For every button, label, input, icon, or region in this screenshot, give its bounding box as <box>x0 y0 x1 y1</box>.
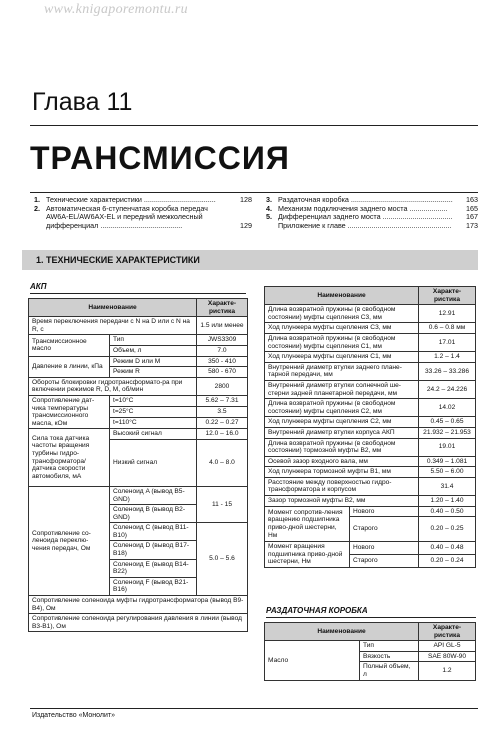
row-name: Время переключения передачи с N на D или с N на R, с <box>29 317 197 335</box>
akp-spec-table-right <box>264 286 476 568</box>
table-row <box>265 641 476 652</box>
row-value: 0.40 – 0.50 <box>419 506 476 517</box>
table-row <box>265 496 476 507</box>
row-value: 12.0 – 16.0 <box>197 429 248 440</box>
table-row <box>265 438 476 456</box>
row-name: Масло <box>265 641 360 680</box>
row-name: Сопротивление соленоида регулирования давления в линии (вывод B3-B1), Ом <box>29 614 248 632</box>
row-name: Длина возвратной пружины (в свободном состоянии) муфты сцепления C1, мм <box>265 333 419 351</box>
section-title: 1. ТЕХНИЧЕСКИЕ ХАРАКТЕРИСТИКИ <box>36 255 200 265</box>
row-value: 580 - 670 <box>197 367 248 378</box>
row-name: Сопротивление со-леноида переклю-чения передач, Ом <box>29 486 110 595</box>
row-value: 5.0 – 5.6 <box>197 523 248 596</box>
table-row <box>29 377 248 395</box>
toc-item-text: Дифференциал заднего моста ................................... <box>278 213 453 222</box>
row-sub: t=25°C <box>110 407 197 418</box>
row-value: SAE 80W-90 <box>419 651 476 662</box>
row-value: 0.22 – 0.27 <box>197 418 248 429</box>
row-value: 4.0 – 8.0 <box>197 439 248 486</box>
page-title: ТРАНСМИССИЯ <box>30 140 290 176</box>
publisher-footer: Издательство «Монолит» <box>32 712 116 719</box>
row-name: Осевой зазор входного вала, мм <box>265 456 419 467</box>
row-value: 19.01 <box>419 438 476 456</box>
row-value: 24.2 – 24.226 <box>419 380 476 398</box>
table-row <box>265 323 476 334</box>
row-name: Ход плунжера муфты сцепления C3, мм <box>265 323 419 334</box>
row-name: Сопротивление дат-чика температуры трансмиссионного масла, кОм <box>29 395 110 428</box>
row-value: 0.20 – 0.24 <box>419 555 476 568</box>
row-value: 31.4 <box>419 477 476 495</box>
row-name: Момент сопротив-ления вращению подшипника приво-дной шестерни, Нм <box>265 506 350 542</box>
table-row <box>29 317 248 335</box>
table-row <box>265 427 476 438</box>
toc-item[interactable] <box>266 213 478 222</box>
row-name: Сопротивление соленоида муфты гидротрансформатора (вывод B9-B4), Ом <box>29 596 248 614</box>
row-value: 2800 <box>197 377 248 395</box>
toc-item-number: 1. <box>34 195 40 204</box>
watermark: www.knigaporemontu.ru <box>44 2 188 17</box>
row-name: Давление в линии, кПа <box>29 356 110 377</box>
toc-item-page: 128 <box>240 195 252 204</box>
col-header-value: Характе-ристика <box>419 623 476 641</box>
row-sub: Старого <box>350 555 419 568</box>
row-sub: Нового <box>350 542 419 555</box>
row-name: Ход плунжера муфты сцепления C1, мм <box>265 352 419 363</box>
row-name: Внутренний диаметр втулки солнечной ше-стерни задней планетарной передачи, мм <box>265 380 419 398</box>
toc-item-number: 4. <box>266 203 272 213</box>
table-row <box>265 399 476 417</box>
footer-rule <box>30 708 478 709</box>
akp-label: АКП <box>30 282 47 291</box>
row-name: Длина возвратной пружины (в свободном состоянии) тормозной муфты B2, мм <box>265 438 419 456</box>
col-header-name: Наименование <box>265 623 419 641</box>
title-rule <box>30 192 478 193</box>
table-row <box>265 333 476 351</box>
row-sub: Соленоид A (вывод B5-GND) <box>110 486 197 504</box>
row-name: Ход плунжера муфты сцепления C2, мм <box>265 417 419 428</box>
row-value: 1.2 <box>419 662 476 680</box>
toc-item[interactable] <box>266 196 478 205</box>
row-value: 1.20 – 1.40 <box>419 496 476 507</box>
row-name: Сила тока датчика частоты вращения турбины гидро-трансформатора/ датчика скорости автомобиля, мА <box>29 429 110 487</box>
row-value: 14.02 <box>419 399 476 417</box>
row-sub: Высокий сигнал <box>110 429 197 440</box>
row-value: 17.01 <box>419 333 476 351</box>
row-sub: Соленоид F (вывод B21-B16) <box>110 577 197 595</box>
row-sub: Соленоид B (вывод B2-GND) <box>110 505 197 523</box>
table-row <box>265 352 476 363</box>
col-header-value: Характе-ристика <box>197 299 248 317</box>
col-header-value: Характе-ристика <box>419 287 476 305</box>
toc-item[interactable] <box>34 205 252 231</box>
row-name: Внутренний диаметр втулки заднего плане-тарной передачи, мм <box>265 362 419 380</box>
toc-item-text: Технические характеристики .................................... <box>46 195 216 204</box>
row-value: 33.26 – 33.286 <box>419 362 476 380</box>
akp-spec-table <box>28 298 248 632</box>
table-row <box>29 356 248 367</box>
table-row <box>29 335 248 346</box>
table-row <box>265 506 476 517</box>
table-row <box>265 362 476 380</box>
row-sub: Режим D или M <box>110 356 197 367</box>
toc-item-page: 173 <box>466 220 478 230</box>
toc-item[interactable] <box>266 205 478 214</box>
toc-item-number: 3. <box>266 195 272 204</box>
table-row <box>265 456 476 467</box>
transfer-label: РАЗДАТОЧНАЯ КОРОБКА <box>266 606 368 615</box>
toc-item-text: Раздаточная коробка ................................................... <box>278 196 453 204</box>
row-value: JWS3309 <box>197 335 248 346</box>
table-row <box>29 596 248 614</box>
row-name: Момент вращения подшипника приво-дной шестерни, Нм <box>265 542 350 568</box>
row-sub: Соленоид D (вывод B17-B18) <box>110 541 197 559</box>
row-sub: t=10°C <box>110 395 197 406</box>
toc-item-text: Автоматическая 6-ступенчатая коробка передач AW6A-EL/AW6AX-EL и передний межколесный дифференциал ......................................... <box>46 203 208 230</box>
toc-item-number <box>266 222 278 231</box>
row-name: Обороты блокировки гидротрансформато-ра при включении режимов R, D, M, об/мин <box>29 377 197 395</box>
col-header-name: Наименование <box>29 299 197 317</box>
row-sub: Режим R <box>110 367 197 378</box>
table-row <box>29 429 248 440</box>
chapter-rule <box>30 125 478 126</box>
row-name: Ход плунжера тормозной муфты B1, мм <box>265 467 419 478</box>
akp-rule <box>30 293 246 294</box>
row-sub: Соленоид C (вывод B11-B10) <box>110 523 197 541</box>
chapter-heading: Глава 11 <box>32 88 133 116</box>
toc-item-number: 5. <box>266 212 272 222</box>
row-sub: t=110°C <box>110 418 197 429</box>
row-name: Внутренний диаметр втулки корпуса АКП <box>265 427 419 438</box>
table-row <box>265 417 476 428</box>
section-header <box>22 250 478 270</box>
row-value: 3.5 <box>197 407 248 418</box>
row-sub: Старого <box>350 517 419 542</box>
row-value: 350 - 410 <box>197 356 248 367</box>
row-name: Трансмиссионное масло <box>29 335 110 356</box>
row-sub: Соленоид E (вывод B14-B22) <box>110 559 197 577</box>
toc-right <box>266 196 478 230</box>
toc-item-text: Приложение к главе .................................................... <box>278 221 452 230</box>
transfer-rule <box>266 617 476 618</box>
row-value: 0.40 – 0.48 <box>419 542 476 555</box>
table-row <box>265 305 476 323</box>
row-sub: Вязкость <box>360 651 419 662</box>
toc-left <box>34 196 252 230</box>
row-value: 0.6 – 0.8 мм <box>419 323 476 334</box>
toc-item-page: 165 <box>466 203 478 213</box>
row-sub: Объем, л <box>110 345 197 356</box>
row-sub: Тип <box>360 641 419 652</box>
row-value: 0.349 – 1.081 <box>419 456 476 467</box>
row-value: 11 - 15 <box>197 486 248 522</box>
row-value: 5.62 – 7.31 <box>197 395 248 406</box>
row-sub: Тип <box>110 335 197 346</box>
row-value: 12.91 <box>419 305 476 323</box>
table-row <box>265 467 476 478</box>
toc-item-number: 2. <box>34 203 40 213</box>
row-value: 1.2 – 1.4 <box>419 352 476 363</box>
row-sub: Низкий сигнал <box>110 439 197 486</box>
toc-item[interactable] <box>266 222 478 231</box>
table-row <box>29 395 248 406</box>
table-row <box>265 542 476 555</box>
col-header-name: Наименование <box>265 287 419 305</box>
row-value: API GL-5 <box>419 641 476 652</box>
table-row <box>265 477 476 495</box>
row-value: 0.20 – 0.25 <box>419 517 476 542</box>
transfer-spec-table <box>264 622 476 681</box>
row-name: Длина возвратной пружины (в свободном состоянии) муфты сцепления C3, мм <box>265 305 419 323</box>
row-sub: Нового <box>350 506 419 517</box>
row-name: Длина возвратной пружины (в свободном состоянии) муфты сцепления C2, мм <box>265 399 419 417</box>
row-value: 1.5 или менее <box>197 317 248 335</box>
toc-item-page: 167 <box>466 212 478 222</box>
row-value: 21.932 – 21.953 <box>419 427 476 438</box>
table-row <box>29 614 248 632</box>
toc-item-page: 163 <box>466 195 478 204</box>
row-value: 5.50 – 6.00 <box>419 467 476 478</box>
row-name: Расстояние между поверхностью гидро-трансформатора и корпусом <box>265 477 419 495</box>
row-sub: Полный объем, л <box>360 662 419 680</box>
row-value: 0.45 – 0.65 <box>419 417 476 428</box>
row-value: 7.0 <box>197 345 248 356</box>
toc-item-page: 129 <box>240 220 252 230</box>
table-row <box>265 380 476 398</box>
row-name: Зазор тормозной муфты B2, мм <box>265 496 419 507</box>
table-row <box>29 486 248 504</box>
toc-item-text: Механизм подключения заднего моста ................... <box>278 204 448 213</box>
